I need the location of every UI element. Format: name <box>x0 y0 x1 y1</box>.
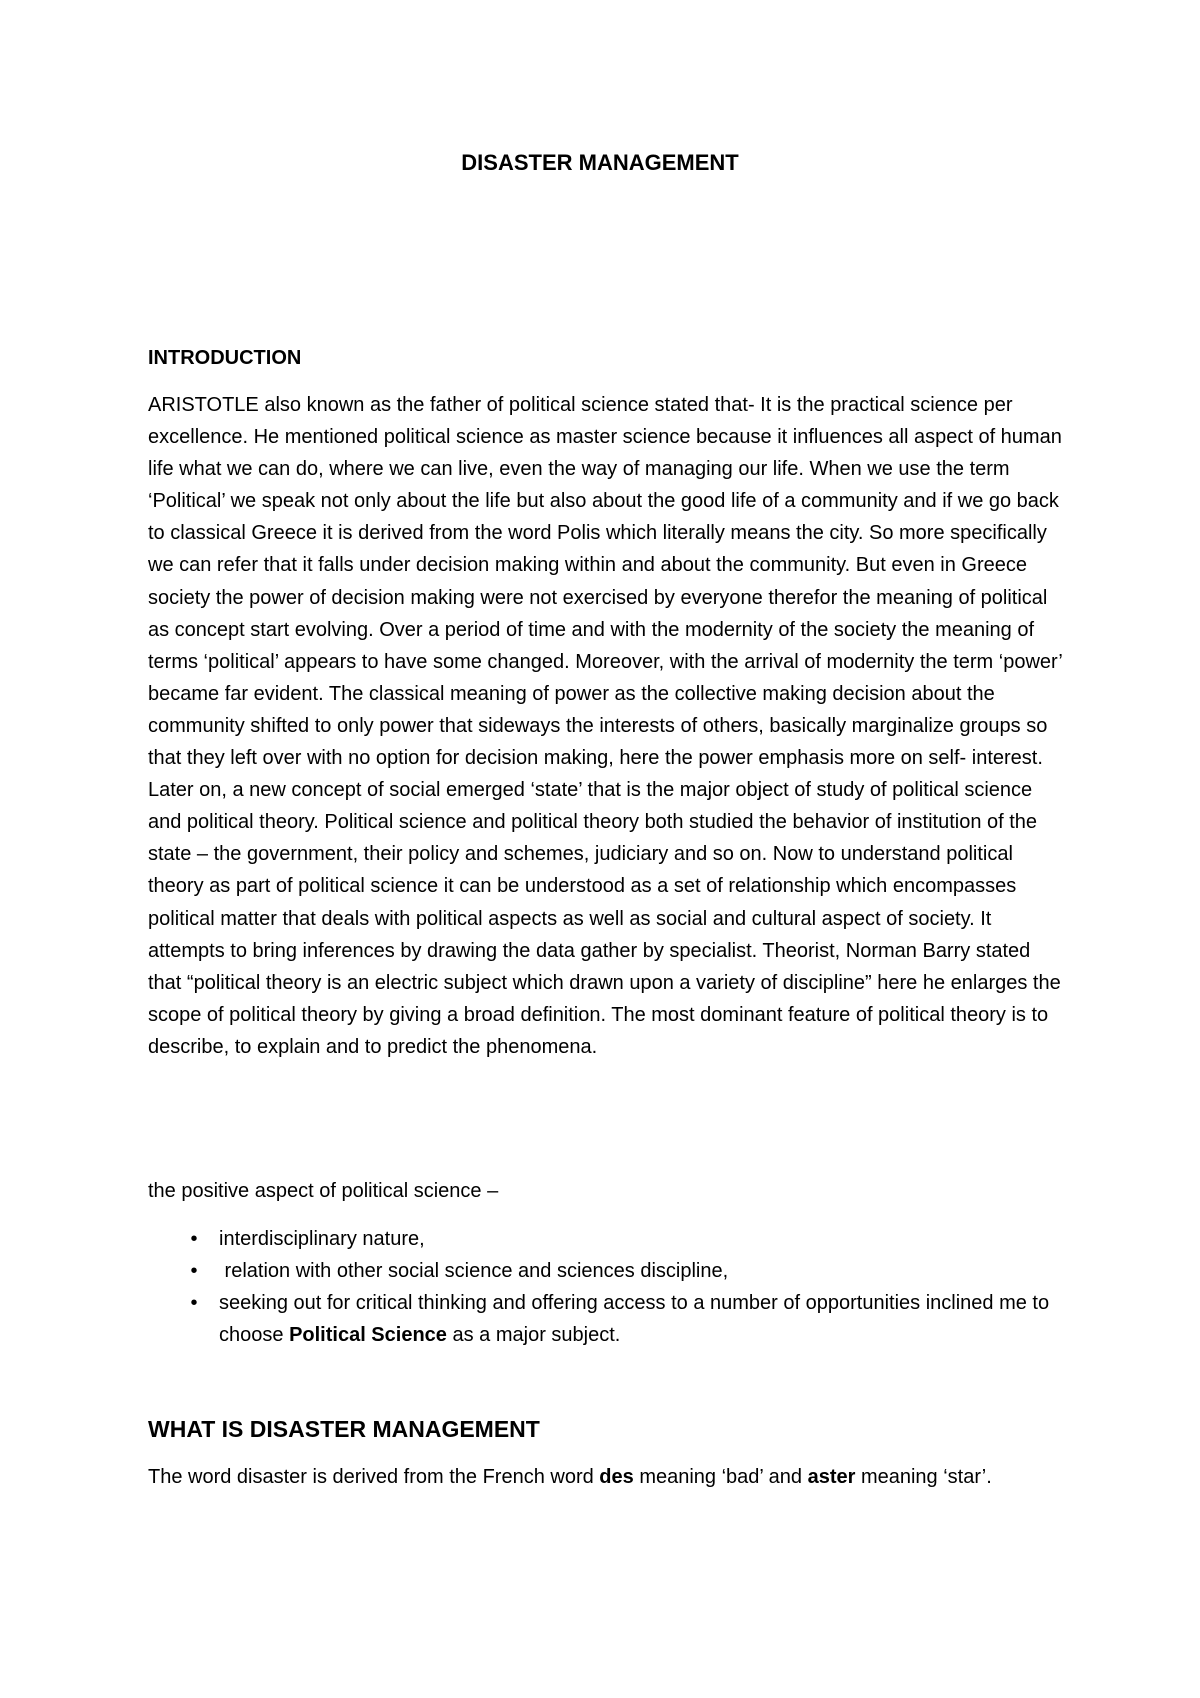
list-item-text <box>219 1292 1049 1346</box>
document-title: DISASTER MANAGEMENT <box>461 150 739 175</box>
positive-aspect-list <box>148 1223 1068 1351</box>
positive-aspect-lead: the positive aspect of political science – <box>148 1180 499 1202</box>
emphasis-aster: aster <box>807 1466 856 1488</box>
emphasis-des: des <box>599 1466 634 1488</box>
section-heading: WHAT IS DISASTER MANAGEMENT <box>148 1416 540 1442</box>
list-item <box>148 1223 1068 1255</box>
bullet-icon: • <box>190 1292 198 1315</box>
list-item-text-start: seeking out for critical thinking and offering access to a number of opportunities inclined me to choose <box>219 1292 1050 1347</box>
emphasis-political-science: Political Science <box>289 1324 447 1347</box>
word-origin-paragraph <box>148 1461 1068 1493</box>
bullet-icon: • <box>190 1260 198 1283</box>
bullet-icon: • <box>190 1228 198 1250</box>
introduction-heading: INTRODUCTION <box>148 347 302 369</box>
introduction-paragraph: ARISTOTLE also known as the father of political science stated that- It is the practical science per excellence. He mentioned political science as master science because it influences all aspect of human life what we can do, where we can live, even the way of managing our life. When we use the term ‘Political’ we speak not only about the life but also about the good life of a community and if we go back to classical Greece it is derived from the word Polis which literally means the city. So more specifically we can refer that it falls under decision making within and about the community. But even in Greece society the power of decision making were not exercised by everyone therefor the meaning of political as concept start evolving. Over a period of time and with the modernity of the society the meaning of terms ‘political’ appears to have some changed. Moreover, with the arrival of modernity the term ‘power’ became far evident. The classical meaning of power as the collective making decision about the community shifted to only power that sideways the interests of others, basically marginalize groups so that they left over with no option for decision making, here the power emphasis more on self- interest. Later on, a new concept of social emerged ‘state’ that is the major object of study of political science and political theory. Political science and political theory both studied the behavior of institution of the state – the government, their policy and schemes, judiciary and so on. Now to understand political theory as part of political science it can be understood as a set of relationship which encompasses political matter that deals with political aspects as well as social and cultural aspect of society. It attempts to bring inferences by drawing the data gather by specialist. Theorist, Norman Barry stated that “political theory is an electric subject which drawn upon a variety of discipline” here he enlarges the scope of political theory by giving a broad definition. The most dominant feature of political theory is to describe, to explain and to predict the phenomena. <box>148 394 1063 1058</box>
list-item-text: relation with other social science and sciences discipline, <box>219 1260 729 1283</box>
origin-text-3: meaning ‘star’. <box>855 1466 992 1488</box>
list-item <box>148 1287 1068 1351</box>
list-item-text: interdisciplinary nature, <box>219 1228 425 1250</box>
origin-text-1: The word disaster is derived from the French word <box>148 1466 600 1488</box>
origin-text-2: meaning ‘bad’ and <box>633 1466 808 1488</box>
list-item-text-end: as a major subject. <box>446 1324 621 1347</box>
list-item <box>148 1255 1068 1287</box>
